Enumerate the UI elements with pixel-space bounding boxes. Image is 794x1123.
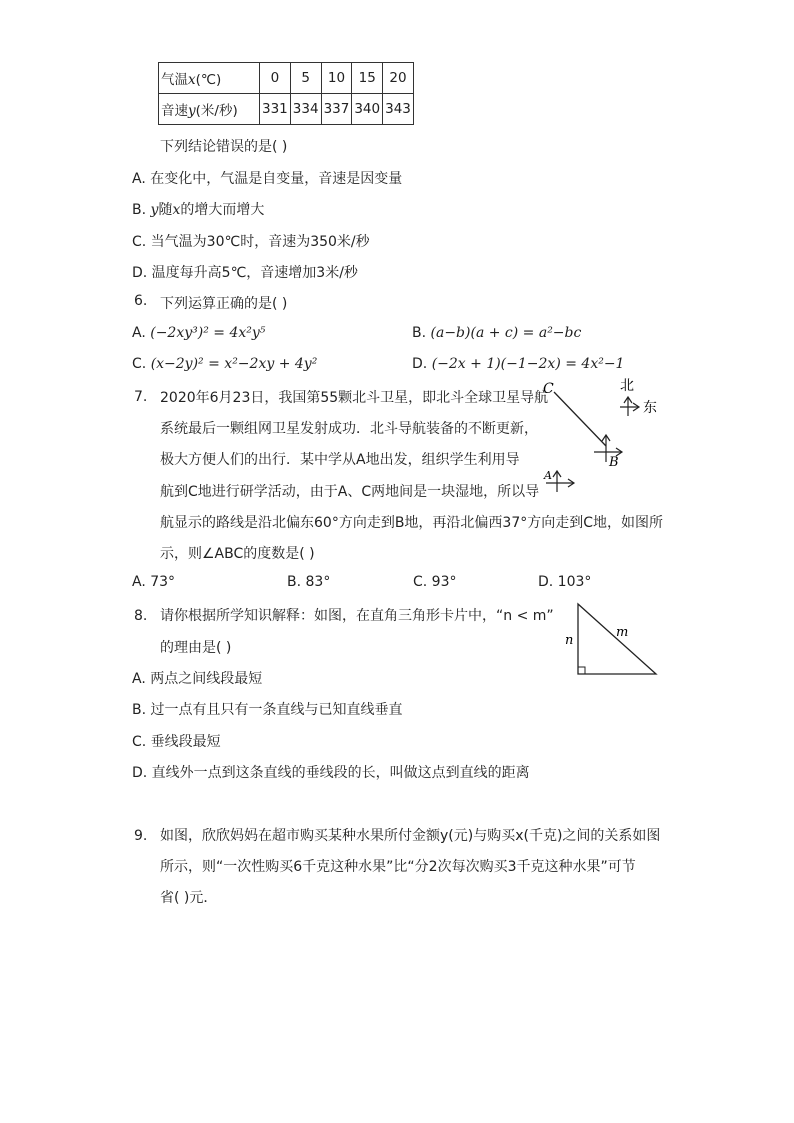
q9-line2: 所示，则“一次性购买6千克这种水果”比“分2次每次购买3千克这种水果”可节 — [160, 859, 636, 875]
q7-number: 7. — [134, 389, 148, 405]
table-header-speed: 音速y(米/秒) — [159, 94, 260, 125]
table-row — [159, 94, 414, 125]
q5-option-a[interactable]: A. 在变化中，气温是自变量，音速是因变量 — [132, 171, 403, 187]
q7-option-c[interactable]: C. 93° — [413, 574, 457, 590]
right-angle-mark — [578, 667, 585, 674]
q6-option-c[interactable]: C. (x−2y)² = x²−2xy + 4y² — [132, 356, 318, 372]
q5-option-b[interactable]: B. y随x的增大而增大 — [132, 202, 265, 218]
label-n: n — [565, 633, 574, 648]
table-header-temperature: 气温x(℃) — [159, 63, 260, 94]
table-cell: 10 — [321, 63, 352, 94]
q8-option-a[interactable]: A. 两点之间线段最短 — [132, 671, 263, 687]
q7-line3: 极大方便人们的出行．某中学从A地出发，组织学生利用导 — [160, 452, 520, 468]
table-row — [159, 63, 414, 94]
q8-option-c[interactable]: C. 垂线段最短 — [132, 734, 221, 750]
q7-line1: 2020年6月23日，我国第55颗北斗卫星，即北斗全球卫星导航 — [160, 390, 549, 406]
q6-option-b[interactable]: B. (a−b)(a + c) = a²−bc — [412, 325, 582, 341]
q7-option-a[interactable]: A. 73° — [132, 574, 176, 590]
q7-option-d[interactable]: D. 103° — [538, 574, 592, 590]
q9-line1: 如图，欣欣妈妈在超市购买某种水果所付金额y(元)与购买x(千克)之间的关系如图 — [160, 828, 661, 844]
table-cell: 5 — [290, 63, 321, 94]
table-cell: 340 — [352, 94, 383, 125]
q7-line5: 航显示的路线是沿北偏东60°方向走到B地，再沿北偏西37°方向走到C地，如图所 — [160, 515, 664, 531]
q7-line6: 示，则∠ABC的度数是( ) — [160, 546, 315, 562]
table-cell: 331 — [260, 94, 291, 125]
table-cell: 334 — [290, 94, 321, 125]
label-north: 北 — [620, 378, 634, 394]
q9-number: 9. — [134, 828, 148, 844]
q5-option-d[interactable]: D. 温度每升高5℃，音速增加3米/秒 — [132, 265, 358, 281]
q8-number: 8. — [134, 608, 148, 624]
q8-line1: 请你根据所学知识解释：如图，在直角三角形卡片中，“n < m” — [160, 608, 554, 624]
label-m: m — [616, 625, 629, 640]
q6-option-d[interactable]: D. (−2x + 1)(−1−2x) = 4x²−1 — [412, 356, 625, 372]
q5-prompt: 下列结论错误的是( ) — [160, 139, 288, 155]
table-cell: 20 — [383, 63, 414, 94]
q9-line3: 省( )元． — [160, 890, 218, 906]
label-a: A — [544, 469, 552, 482]
table-cell: 337 — [321, 94, 352, 125]
q7-line4: 航到C地进行研学活动，由于A、C两地间是一块湿地，所以导 — [160, 484, 540, 500]
q5-option-c[interactable]: C. 当气温为30℃时，音速为350米/秒 — [132, 234, 370, 250]
compass-route-figure — [540, 376, 670, 500]
q6-prompt: 下列运算正确的是( ) — [160, 296, 288, 312]
q8-line2: 的理由是( ) — [160, 640, 232, 656]
route-segment-bc — [554, 392, 606, 446]
q6-option-a[interactable]: A. (−2xy³)² = 4x²y⁵ — [132, 325, 266, 341]
table-cell: 0 — [260, 63, 291, 94]
q7-option-b[interactable]: B. 83° — [287, 574, 331, 590]
table-cell: 343 — [383, 94, 414, 125]
label-b: B — [609, 455, 619, 470]
right-triangle-figure — [560, 600, 670, 680]
q8-option-d[interactable]: D. 直线外一点到这条直线的垂线段的长，叫做这点到直线的距离 — [132, 765, 530, 781]
temperature-speed-table — [158, 62, 414, 125]
label-c: C — [543, 381, 554, 397]
label-east: 东 — [643, 400, 657, 416]
q6-number: 6. — [134, 293, 148, 309]
q7-line2: 系统最后一颗组网卫星发射成功．北斗导航装备的不断更新， — [160, 421, 538, 437]
table-cell: 15 — [352, 63, 383, 94]
q8-option-b[interactable]: B. 过一点有且只有一条直线与已知直线垂直 — [132, 702, 403, 718]
